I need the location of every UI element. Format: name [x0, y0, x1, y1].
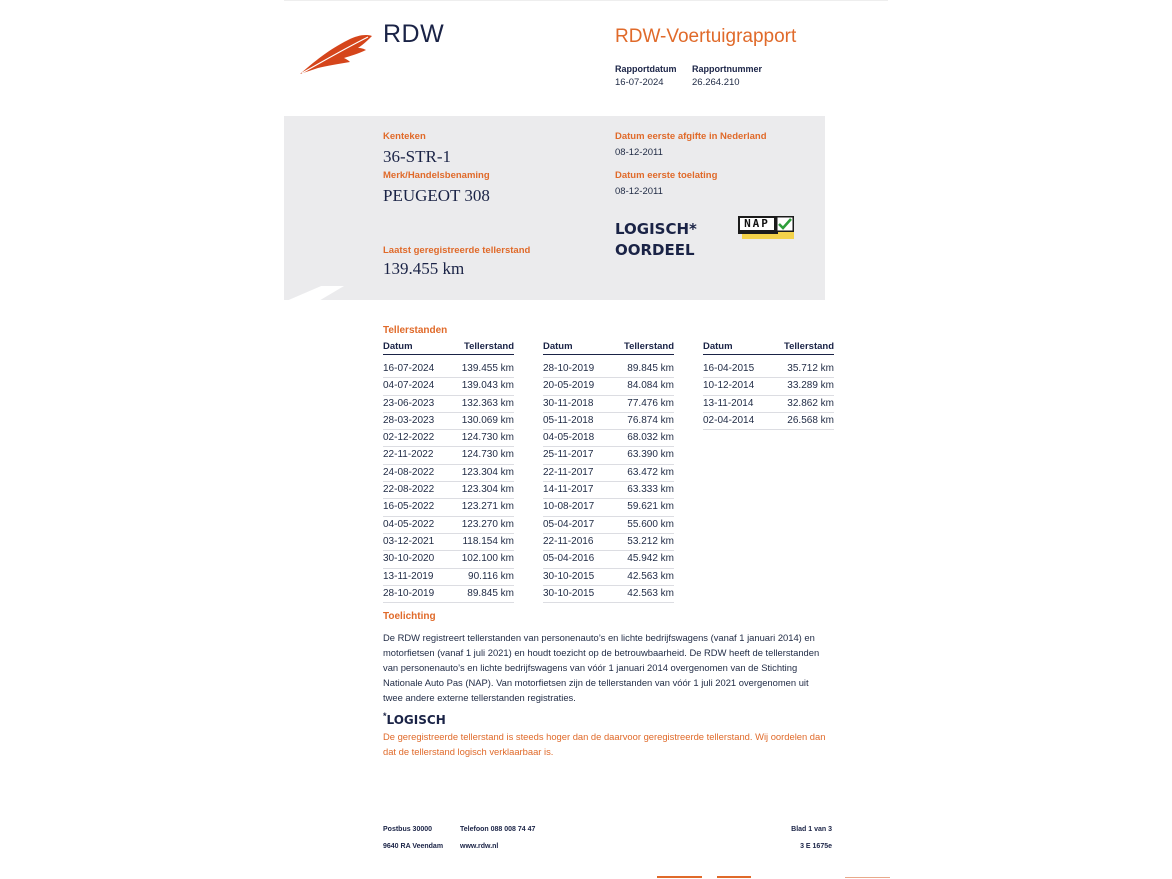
report-date-label: Rapportdatum [615, 64, 677, 74]
nap-text: NAP [740, 218, 774, 230]
vehicle-summary-panel [284, 116, 825, 300]
footer-page: Blad 1 van 3 [791, 826, 832, 833]
footer-phone: Telefoon 088 008 74 47 [460, 826, 536, 833]
footer-deco-line [657, 876, 702, 878]
table-row: 03-12-2021 118.154 km [383, 534, 514, 551]
table-row: 05-04-2017 55.600 km [543, 517, 674, 534]
table-header [543, 341, 674, 355]
nap-badge [738, 216, 796, 240]
table-row: 04-05-2018 68.032 km [543, 430, 674, 447]
table-row: 30-11-2018 77.476 km [543, 396, 674, 413]
table-row: 02-04-2014 26.568 km [703, 413, 834, 430]
col-date: Datum [383, 341, 413, 352]
top-divider [284, 0, 888, 1]
readings-title: Tellerstanden [383, 325, 448, 336]
table-row: 22-11-2022 124.730 km [383, 447, 514, 464]
col-reading: Tellerstand [464, 341, 514, 352]
table-row: 28-03-2023 130.069 km [383, 413, 514, 430]
table-row: 04-05-2022 123.270 km [383, 517, 514, 534]
table-row: 20-05-2019 84.084 km [543, 378, 674, 395]
footer-web: www.rdw.nl [460, 843, 499, 850]
table-row: 22-11-2017 63.472 km [543, 465, 674, 482]
first-nl-value: 08-12-2011 [615, 147, 663, 158]
table-row: 23-06-2023 132.363 km [383, 396, 514, 413]
explanation-title: Toelichting [383, 611, 436, 622]
col-date: Datum [703, 341, 733, 352]
table-row: 16-04-2015 35.712 km [703, 361, 834, 378]
report-number-label: Rapportnummer [692, 64, 763, 74]
table-row: 13-11-2014 32.862 km [703, 396, 834, 413]
table-row: 04-07-2024 139.043 km [383, 378, 514, 395]
table-row: 16-07-2024 139.455 km [383, 361, 514, 378]
rdw-logo-icon [298, 32, 374, 76]
footer-code: 3 E 1675e [800, 843, 832, 850]
table-row: 02-12-2022 124.730 km [383, 430, 514, 447]
table-row: 28-10-2019 89.845 km [383, 586, 514, 603]
col-reading: Tellerstand [784, 341, 834, 352]
table-row: 30-10-2015 42.563 km [543, 569, 674, 586]
explanation-text: De RDW registreert tellerstanden van personenauto’s en lichte bedrijfswagens (vanaf 1 januari 2014) en motorfietsen (vanaf 1 juli 2021) en houdt toezicht op de betrouwbaarheid. De RDW heeft de tellerstanden van personenauto’s en lichte bedrijfswagens van vóór 1 januari 2014 overgenomen van de Stichting Nationale Auto Pas (NAP). Van motorfietsen zijn de tellerstanden van vóór 1 juli 2021 overgenomen uit twee andere externe tellerstanden registraties. [383, 632, 820, 703]
report-title: RDW-Voertuigrapport [615, 26, 797, 47]
make-value: PEUGEOT 308 [383, 186, 490, 205]
report-date: 16-07-2024 [615, 77, 664, 88]
judgement-line-1: LOGISCH* [615, 220, 697, 238]
nap-check-icon [776, 216, 794, 232]
footer-address-2: 9640 RA Veendam [383, 843, 444, 850]
readings-table-1 [383, 341, 514, 603]
table-row: 16-05-2022 123.271 km [383, 499, 514, 516]
table-row: 22-08-2022 123.304 km [383, 482, 514, 499]
table-row: 25-11-2017 63.390 km [543, 447, 674, 464]
table-header [703, 341, 834, 355]
first-admission-value: 08-12-2011 [615, 186, 663, 197]
logisch-text: De geregistreerde tellerstand is steeds hoger dan de daarvoor geregistreerde tellerstand. Wij oordelen dan dat de tellerstand logisch verklaarbaar is. [383, 731, 826, 757]
plate-value: 36-STR-1 [383, 147, 451, 166]
table-row: 10-12-2014 33.289 km [703, 378, 834, 395]
footer-address-1: Postbus 30000 [383, 826, 433, 833]
first-admission-label: Datum eerste toelating [615, 170, 718, 181]
footer-deco-line [717, 876, 751, 878]
readings-table-3 [703, 341, 834, 430]
table-row: 24-08-2022 123.304 km [383, 465, 514, 482]
table-header [383, 341, 514, 355]
col-date: Datum [543, 341, 573, 352]
brand-name: RDW [383, 20, 445, 48]
table-row: 05-04-2016 45.942 km [543, 551, 674, 568]
odometer-label: Laatst geregistreerde tellerstand [383, 245, 531, 256]
table-row: 30-10-2015 42.563 km [543, 586, 674, 603]
table-row: 28-10-2019 89.845 km [543, 361, 674, 378]
footer-deco-line [845, 877, 890, 878]
report-number: 26.264.210 [692, 77, 740, 88]
table-row: 10-08-2017 59.621 km [543, 499, 674, 516]
col-reading: Tellerstand [624, 341, 674, 352]
first-nl-label: Datum eerste afgifte in Nederland [615, 131, 767, 142]
table-row: 14-11-2017 63.333 km [543, 482, 674, 499]
make-label: Merk/Handelsbenaming [383, 170, 490, 181]
table-row: 13-11-2019 90.116 km [383, 569, 514, 586]
table-row: 05-11-2018 76.874 km [543, 413, 674, 430]
plate-label: Kenteken [383, 131, 426, 142]
judgement-line-2: OORDEEL [615, 241, 695, 259]
odometer-value: 139.455 km [383, 259, 465, 278]
table-row: 30-10-2020 102.100 km [383, 551, 514, 568]
readings-table-2 [543, 341, 674, 603]
logisch-heading: *LOGISCH [383, 711, 446, 727]
table-row: 22-11-2016 53.212 km [543, 534, 674, 551]
